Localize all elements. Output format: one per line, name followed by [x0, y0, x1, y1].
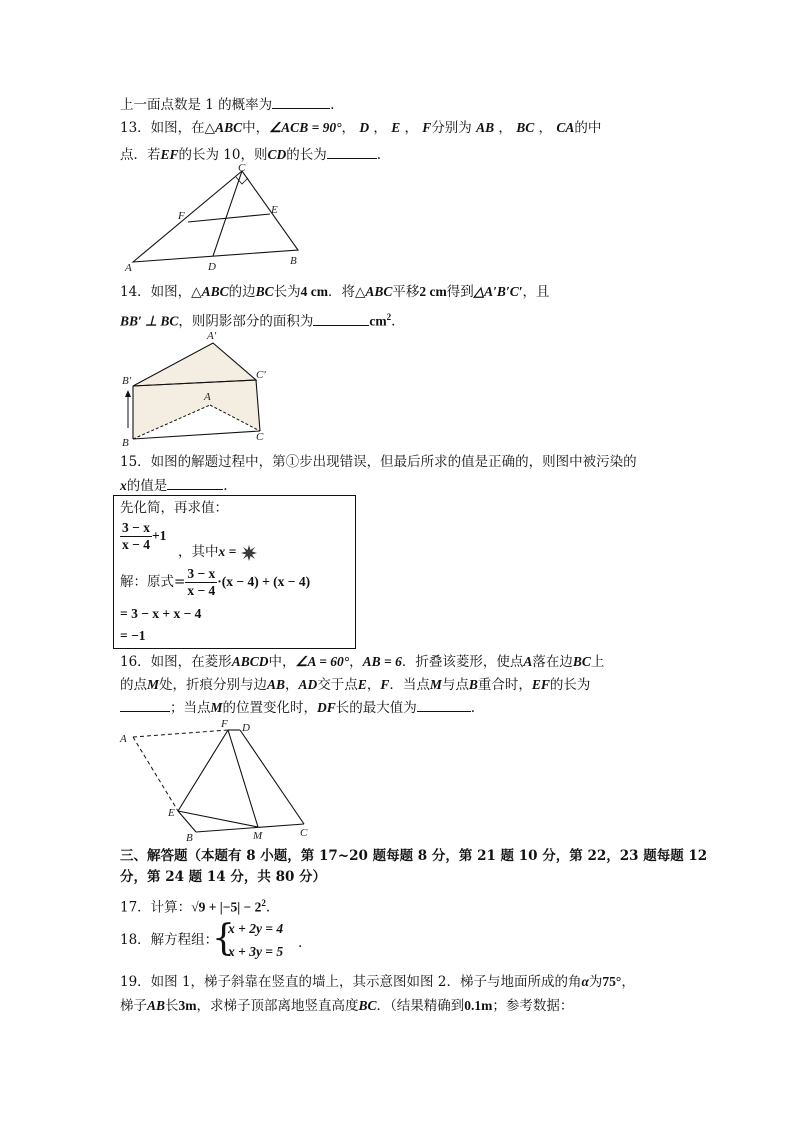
q17-line: 17．计算：$√9 + |-5| - 2^2$. — [120, 898, 271, 916]
q15-solution-box — [113, 495, 356, 649]
q13-figure — [118, 162, 318, 274]
section-heading: 三、解答题（本题有 8 小题，第 17~20 题每题 8 分，第 21 题 10 分，第 22，23 题每题 12 — [120, 848, 708, 864]
equation-2: x + 3y = 5 — [228, 944, 284, 959]
box-expression: $\frac{3 - x}{x - 4}$ +1 — [122, 520, 167, 552]
q16-line1: 16．如图，在菱形ABCD中，∠A = 60°，AB = 6．折叠该菱形，使点A落在边BC上 — [120, 654, 605, 670]
q12-line: 上一面点数是 1 的概率为 . — [120, 94, 334, 115]
svg-text:E: E — [168, 807, 175, 819]
svg-text:B: B — [186, 832, 193, 843]
svg-text:C′: C′ — [256, 369, 266, 381]
svg-text:A: A — [125, 262, 132, 274]
answer-blank[interactable] — [120, 697, 170, 712]
box-title: 先化简，再求值： — [120, 500, 228, 516]
fraction: $\frac{3 - x}{x - 4}$ — [122, 520, 150, 552]
q14-line2: BB′ ⊥ BC，则阴影部分的面积为 $cm^2$. — [120, 312, 396, 330]
equation-1: x + 2y = 4 — [228, 921, 284, 936]
q15-line2: x的值是 . — [120, 475, 228, 496]
ink-stain-icon — [241, 545, 257, 561]
q16-line2: 的点M处，折痕分别与边AB，AD交于点E，F．当点M与点B重合时，EF的长为 — [120, 677, 591, 693]
svg-text:A: A — [204, 391, 211, 403]
q19-line1: 19．如图 1，梯子斜靠在竖直的墙上，其示意图如图 2．梯子与地面所成的角α为75°， — [120, 974, 635, 990]
answer-blank[interactable] — [272, 94, 330, 109]
svg-text:B′: B′ — [122, 375, 132, 387]
svg-text:A′: A′ — [207, 330, 217, 342]
q14-line1: 14．如图，△ABC的边BC长为4 cm．将△ABC平移2 cm得到△A′B′C′，且 — [120, 284, 550, 300]
svg-text:C: C — [300, 827, 308, 839]
q15-line1: 15．如图的解题过程中，第①步出现错误，但最后所求的值是正确的，则图中被污染的 — [120, 454, 637, 470]
svg-text:B: B — [122, 437, 129, 448]
answer-blank[interactable] — [313, 311, 369, 326]
q14-figure — [118, 328, 278, 448]
q19-line2: 梯子AB长3m，求梯子顶部离地竖直高度BC．（结果精确到0.1m；参考数据： — [120, 998, 574, 1014]
q13-line1: 13．如图，在△ABC中，∠ACB = 90°， D ， E ， F分别为 AB ， BC ， CA的中 — [120, 120, 602, 136]
svg-text:D: D — [242, 722, 250, 734]
svg-text:E: E — [271, 204, 278, 216]
svg-text:D: D — [208, 261, 216, 273]
box-step2: = 3 − x + x − 4 — [120, 606, 202, 621]
svg-text:A: A — [120, 733, 127, 745]
svg-text:F: F — [221, 718, 228, 730]
q13-line2: 点．若EF的长为 10，则CD的长为 . — [120, 144, 381, 165]
section-heading-cont: 分，第 24 题 14 分，共 80 分） — [120, 869, 327, 885]
svg-text:M: M — [253, 830, 263, 842]
q18-label: 18．解方程组： — [120, 932, 219, 948]
svg-text:C: C — [256, 431, 264, 443]
q16-line3: ；当点M的位置变化时，DF长的最大值为 . — [120, 697, 475, 718]
svg-text:B: B — [290, 255, 297, 267]
answer-blank[interactable] — [327, 144, 377, 159]
box-solution-line1: 解：原式= $\frac{3 - x}{x - 4}$ ·(x − 4) + (x − 4) — [120, 566, 311, 598]
box-step3: = −1 — [120, 628, 146, 643]
q16-figure — [118, 715, 318, 843]
system-brace: { — [212, 918, 235, 959]
svg-text:F: F — [178, 210, 185, 222]
answer-blank[interactable] — [167, 475, 223, 490]
svg-text:C: C — [238, 162, 246, 174]
answer-blank[interactable] — [417, 697, 471, 712]
box-where: ，其中x = — [178, 542, 257, 562]
